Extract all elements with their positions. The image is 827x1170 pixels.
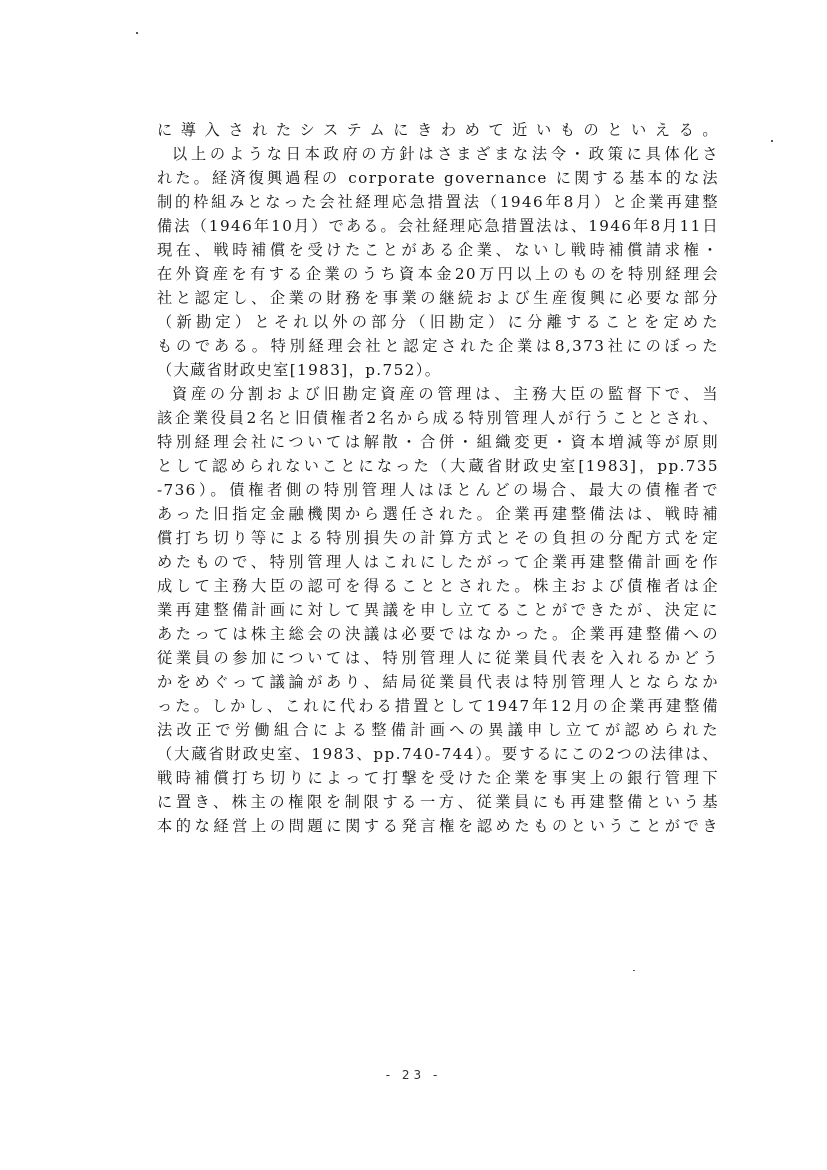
text-line: 制的枠組みとなった会社経理応急措置法（1946年8月）と企業再建整: [157, 193, 719, 211]
text-line: （新勘定）とそれ以外の部分（旧勘定）に分離することを定めた: [157, 313, 719, 331]
text-line: ものである。特別経理会社と認定された企業は8,373社にのぼった: [157, 337, 719, 355]
text-line: かをめぐって議論があり、結局従業員代表は特別管理人とならなか: [157, 673, 719, 691]
text-line: （大蔵省財政史室、1983、pp.740-744）。要するにこの2つの法律は、: [157, 745, 719, 763]
text-line: 戦時補償打ち切りによって打撃を受けた企業を事実上の銀行管理下: [157, 769, 719, 787]
text-line: （大蔵省財政史室[1983]，p.752）。: [157, 361, 442, 379]
text-line: 在外資産を有する企業のうち資本金20万円以上のものを特別経理会: [157, 265, 719, 283]
text-line: れた。経済復興過程の corporate governance に関する基本的な法: [157, 169, 719, 187]
text-line: 本的な経営上の問題に関する発言権を認めたものということができ: [157, 817, 719, 835]
scan-speck: [771, 140, 773, 142]
text-line: に導入されたシステムにきわめて近いものといえる。: [157, 121, 719, 139]
text-line: 償打ち切り等による特別損失の計算方式とその負担の分配方式を定: [157, 529, 719, 547]
text-line: あった旧指定金融機関から選任された。企業再建整備法は、戦時補: [157, 505, 719, 523]
text-line: に置き、株主の権限を制限する一方、従業員にも再建整備という基: [157, 793, 719, 811]
text-line: 社と認定し、企業の財務を事業の継続および生産復興に必要な部分: [157, 289, 719, 307]
text-line: 以上のような日本政府の方針はさまざまな法令・政策に具体化さ: [172, 145, 719, 163]
scan-speck: [136, 32, 138, 34]
text-line: 資産の分割および旧勘定資産の管理は、主務大臣の監督下で、当: [172, 385, 719, 403]
text-line: 業再建整備計画に対して異議を申し立てることができたが、決定に: [157, 601, 719, 619]
text-line: 備法（1946年10月）である。会社経理応急措置法は、1946年8月11日: [157, 217, 719, 235]
text-line: 特別経理会社については解散・合併・組織変更・資本増減等が原則: [157, 433, 719, 451]
text-line: として認められないことになった（大蔵省財政史室[1983]，pp.735: [157, 457, 719, 475]
page-number: - 23 -: [385, 1068, 442, 1082]
text-line: った。しかし、これに代わる措置として1947年12月の企業再建整備: [157, 697, 719, 715]
text-line: あたっては株主総会の決議は必要ではなかった。企業再建整備への: [157, 625, 719, 643]
text-line: めたもので、特別管理人はこれにしたがって企業再建整備計画を作: [157, 553, 719, 571]
scan-speck: [633, 970, 635, 971]
text-line: 現在、戦時補償を受けたことがある企業、ないし戦時補償請求権・: [157, 241, 719, 259]
text-line: 該企業役員2名と旧債権者2名から成る特別管理人が行うこととされ、: [157, 409, 719, 427]
text-line: 成して主務大臣の認可を得ることとされた。株主および債権者は企: [157, 577, 719, 595]
body-text: [157, 118, 719, 838]
text-line: 法改正で労働組合による整備計画への異議申し立てが認められた: [157, 721, 719, 739]
text-line: -736）。債権者側の特別管理人はほとんどの場合、最大の債権者で: [157, 481, 719, 499]
text-line: 従業員の参加については、特別管理人に従業員代表を入れるかどう: [157, 649, 719, 667]
